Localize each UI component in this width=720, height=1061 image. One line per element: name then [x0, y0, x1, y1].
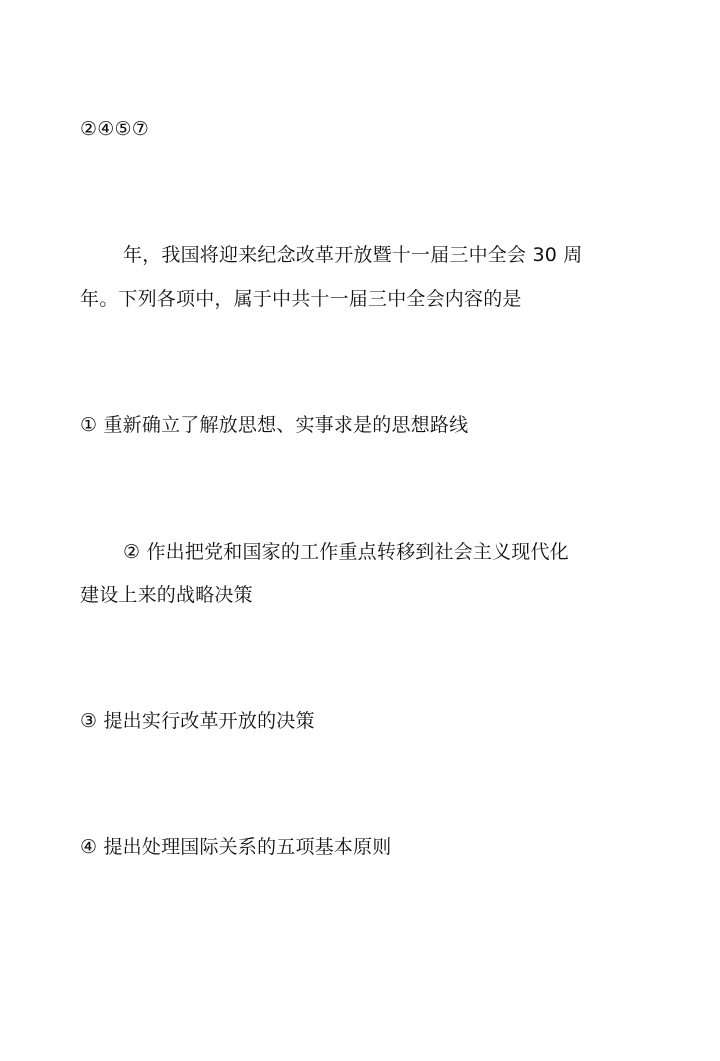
option-4: ④ 提出处理国际关系的五项基本原则 — [80, 836, 392, 858]
option-1: ① 重新确立了解放思想、实事求是的思想路线 — [80, 414, 469, 436]
option-2-line-2: 建设上来的战略决策 — [80, 584, 253, 606]
question-line-2: 年。下列各项中，属于中共十一届三中全会内容的是 — [80, 288, 522, 310]
option-3: ③ 提出实行改革开放的决策 — [80, 710, 315, 732]
question-line-1: 年，我国将迎来纪念改革开放暨十一届三中全会 30 周 — [123, 244, 583, 266]
answer-line: ②④⑤⑦ — [80, 118, 149, 140]
option-2-line-1: ② 作出把党和国家的工作重点转移到社会主义现代化 — [123, 541, 569, 563]
